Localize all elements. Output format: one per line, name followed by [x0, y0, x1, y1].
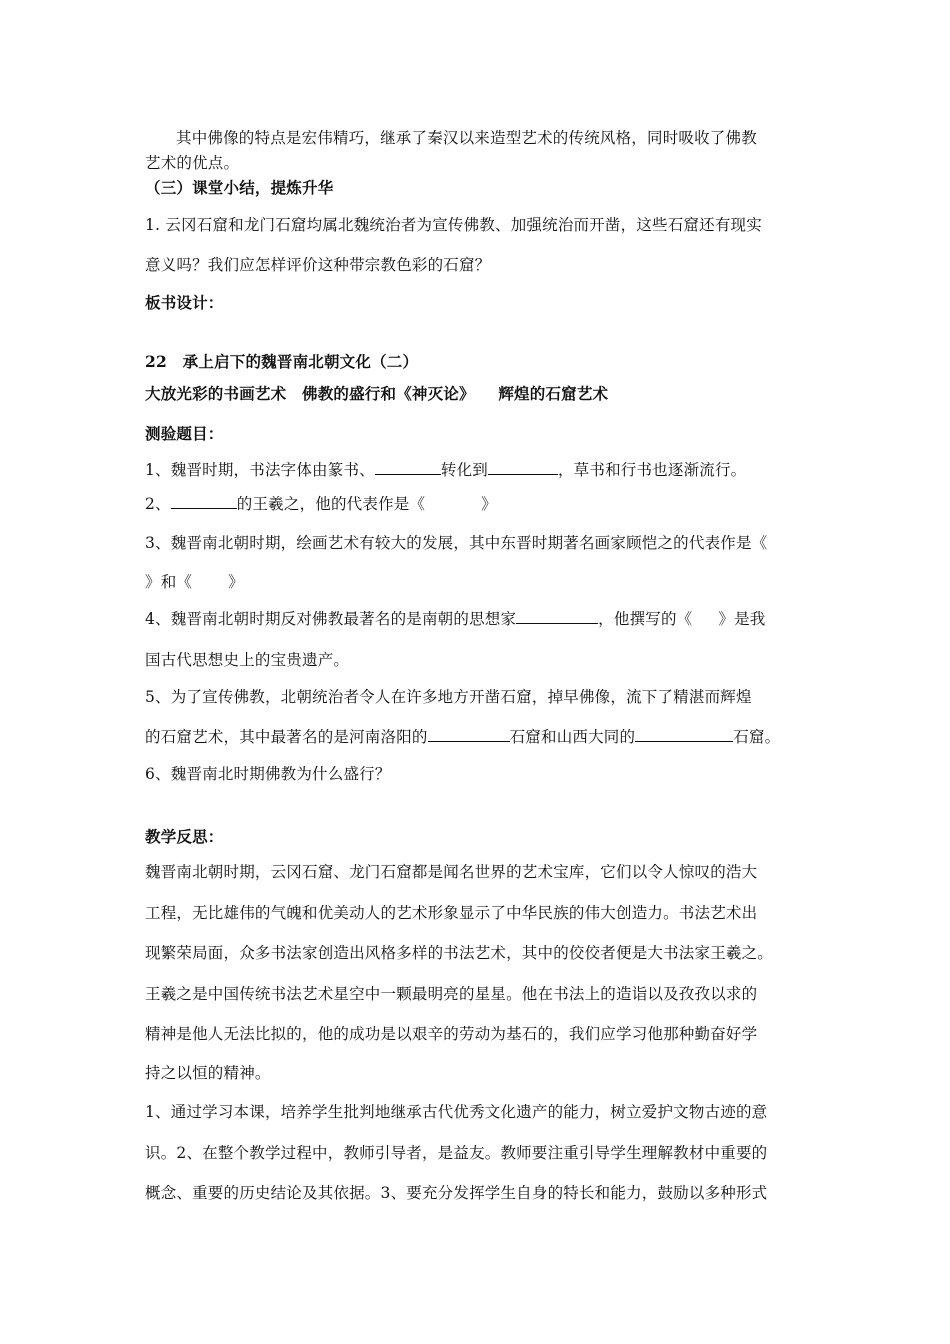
reflection-line: 王羲之是中国传统书法艺术星空中一颗最明亮的星星。他在书法上的造诣以及孜孜以求的: [145, 985, 758, 1003]
summary-question-line-2: 意义吗？我们应怎样评价这种带宗教色彩的石窟？: [145, 256, 491, 274]
answer-blank[interactable]: [375, 460, 441, 475]
quiz-heading: 测验题目：: [145, 424, 224, 443]
summary-question-line-1: 1. 云冈石窟和龙门石窟均属北魏统治者为宣传佛教、加强统治而开凿，这些石窟还有现实: [145, 216, 762, 234]
quiz-question-4-line-2: 国古代思想史上的宝贵遗产。: [145, 651, 350, 669]
quiz-question-1: [145, 460, 746, 480]
reflection-line: 精神是他人无法比拟的，他的成功是以艰辛的劳动为基石的，我们应学习他那种勤奋好学: [145, 1025, 758, 1043]
quiz-question-5-line-1: 5、为了宣传佛教，北朝统治者令人在许多地方开凿石窟，掉早佛像，流下了精湛而辉煌: [145, 688, 752, 706]
reflection-line: 1、通过学习本课，培养学生批判地继承古代优秀文化遗产的能力，树立爱护文物古迹的意: [145, 1103, 768, 1121]
quiz-question-5-line-2: [145, 727, 780, 747]
q3-text-b: 》: [228, 573, 244, 591]
reflection-line: 识。2、在整个教学过程中，教师引导者，是益友。教师要注重引导学生理解教材中重要的: [145, 1144, 768, 1162]
board-design-heading: 板书设计：: [145, 293, 224, 312]
lesson-subtitle: 大放光彩的书画艺术 佛教的盛行和《神灭论》 辉煌的石窟艺术: [145, 384, 609, 403]
q1-text-c: ，草书和行书也逐渐流行。: [557, 461, 747, 479]
quiz-question-6: 6、魏晋南北时期佛教为什么盛行？: [145, 765, 391, 783]
reflection-heading: 教学反思：: [145, 827, 224, 846]
q4-text-b: ，他撰写的《: [598, 610, 693, 628]
reflection-line: 现繁荣局面，众多书法家创造出风格多样的书法艺术，其中的佼佼者便是大书法家王羲之。: [145, 944, 774, 962]
q4-text-a: 4、魏晋南北朝时期反对佛教最著名的是南朝的思想家: [145, 610, 517, 628]
reflection-line: 持之以恒的精神。: [145, 1064, 271, 1082]
reflection-line: 工程，无比雄伟的气魄和优美动人的艺术形象显示了中华民族的伟大创造力。书法艺术出: [145, 904, 758, 922]
answer-blank[interactable]: [171, 494, 237, 509]
answer-blank[interactable]: [635, 727, 733, 742]
q1-text-b: 转化到: [440, 461, 488, 479]
quiz-question-4-line-1: [145, 609, 765, 629]
answer-blank[interactable]: [488, 460, 558, 475]
lesson-title: 22 承上启下的魏晋南北朝文化（二）: [145, 352, 419, 371]
intro-line-1: 其中佛像的特点是宏伟精巧，继承了秦汉以来造型艺术的传统风格，同时吸收了佛教: [176, 129, 757, 147]
intro-line-2: 艺术的优点。: [145, 154, 240, 172]
answer-blank[interactable]: [428, 727, 510, 742]
q5-text-a: 的石窟艺术，其中最著名的是河南洛阳的: [145, 728, 428, 746]
reflection-line: 魏晋南北朝时期，云冈石窟、龙门石窟都是闻名世界的艺术宝库，它们以令人惊叹的浩大: [145, 863, 758, 881]
q5-text-c: 石窟。: [733, 728, 781, 746]
quiz-question-2: [145, 494, 497, 514]
q4-text-c: 》是我: [718, 610, 766, 628]
q1-text-a: 1、魏晋时期，书法字体由篆书、: [145, 461, 375, 479]
q5-text-b: 石窟和山西大同的: [509, 728, 636, 746]
q2-text-a: 2、: [145, 495, 171, 513]
reflection-line: 概念、重要的历史结论及其依据。3、要充分发挥学生自身的特长和能力，鼓励以多种形式: [145, 1184, 768, 1202]
summary-heading: （三）课堂小结，提炼升华: [145, 178, 334, 197]
quiz-question-3-line-1: 3、魏晋南北朝时期，绘画艺术有较大的发展，其中东晋时期著名画家顾恺之的代表作是《: [145, 534, 768, 552]
answer-blank[interactable]: [516, 609, 598, 624]
quiz-question-3-line-2: [145, 572, 244, 592]
q2-text-c: 》: [481, 495, 497, 513]
q2-text-b: 的王羲之，他的代表作是《: [236, 495, 426, 513]
q3-text-a: 》和《: [145, 573, 193, 591]
